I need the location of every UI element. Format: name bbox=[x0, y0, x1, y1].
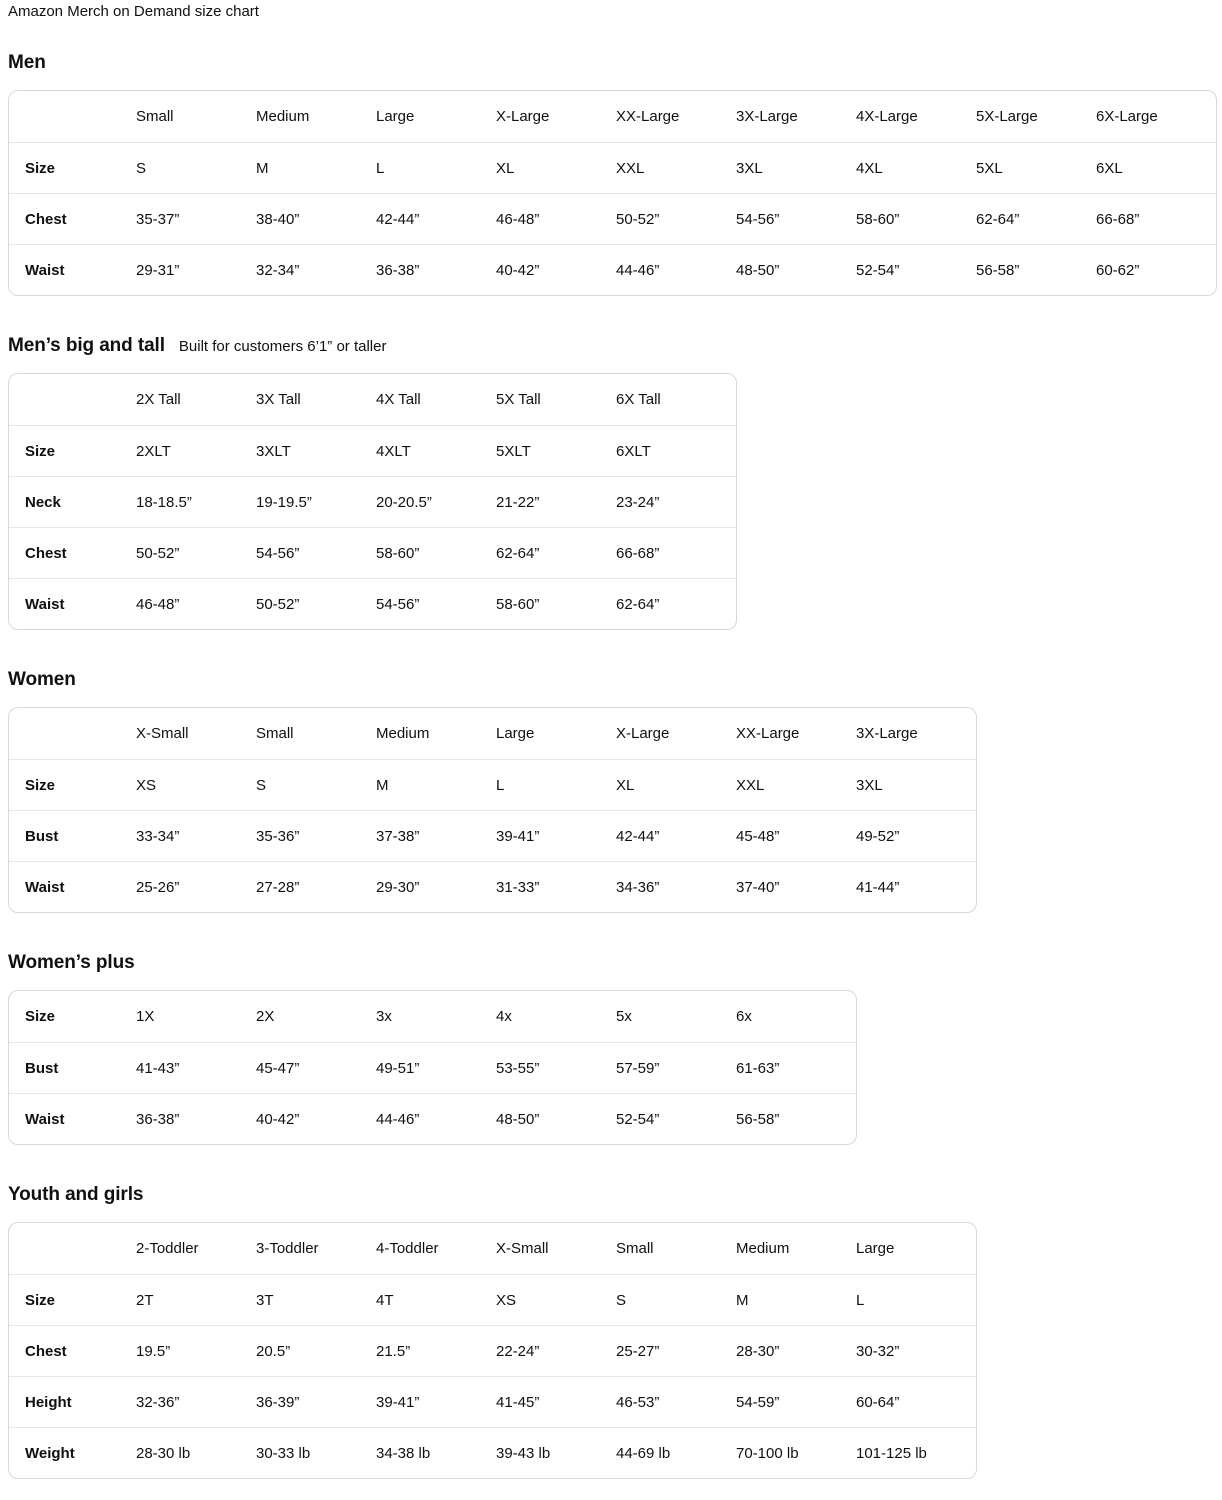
column-header: 3X-Large bbox=[856, 725, 918, 742]
size-cell: XXL bbox=[616, 142, 736, 193]
size-cell: 46-53” bbox=[616, 1376, 736, 1427]
size-cell: 50-52” bbox=[256, 578, 376, 629]
table-row bbox=[9, 476, 736, 527]
column-header: Large bbox=[856, 1240, 895, 1257]
size-cell: 50-52” bbox=[136, 527, 256, 578]
corner-cell bbox=[9, 708, 136, 759]
column-header: X-Small bbox=[496, 1240, 549, 1257]
section-subtitle: Built for customers 6’1” or taller bbox=[178, 338, 387, 355]
size-cell: 4T bbox=[376, 1274, 496, 1325]
size-cell: 53-55” bbox=[496, 1042, 616, 1093]
size-cell: 32-34” bbox=[256, 244, 376, 295]
table-row bbox=[9, 1042, 856, 1093]
size-cell: 28-30 lb bbox=[136, 1427, 256, 1478]
size-cell: 3T bbox=[256, 1274, 376, 1325]
size-cell: 21.5” bbox=[376, 1325, 496, 1376]
row-label: Chest bbox=[9, 193, 136, 244]
size-cell: 38-40” bbox=[256, 193, 376, 244]
row-label: Height bbox=[9, 1376, 136, 1427]
size-cell: 39-41” bbox=[376, 1376, 496, 1427]
size-cell: 66-68” bbox=[1096, 193, 1216, 244]
column-header: 3-Toddler bbox=[256, 1240, 319, 1257]
size-cell: 34-36” bbox=[616, 861, 736, 912]
size-cell: 56-58” bbox=[976, 244, 1096, 295]
row-label: Weight bbox=[9, 1427, 136, 1478]
column-header: Large bbox=[496, 725, 535, 742]
size-cell: 6XLT bbox=[616, 425, 736, 476]
column-header: 2-Toddler bbox=[136, 1240, 199, 1257]
table-row bbox=[9, 244, 1216, 295]
column-header: 4X Tall bbox=[376, 391, 421, 408]
row-label: Size bbox=[25, 1008, 56, 1025]
column-header-row bbox=[9, 374, 736, 425]
size-table bbox=[8, 373, 737, 630]
size-cell: 3x bbox=[376, 1008, 392, 1025]
size-cell: 60-62” bbox=[1096, 244, 1216, 295]
size-cell: 19-19.5” bbox=[256, 476, 376, 527]
size-cell: 22-24” bbox=[496, 1325, 616, 1376]
size-cell: 2T bbox=[136, 1274, 256, 1325]
size-cell: 34-38 lb bbox=[376, 1427, 496, 1478]
size-cell: 36-39” bbox=[256, 1376, 376, 1427]
size-cell: XL bbox=[616, 759, 736, 810]
column-header: XX-Large bbox=[736, 725, 800, 742]
table-row bbox=[9, 759, 976, 810]
size-cell: 48-50” bbox=[736, 244, 856, 295]
column-header: X-Large bbox=[616, 725, 670, 742]
size-cell: M bbox=[256, 142, 376, 193]
section-header bbox=[8, 668, 1214, 692]
size-table bbox=[8, 990, 857, 1145]
size-cell: 42-44” bbox=[376, 193, 496, 244]
size-cell: 35-36” bbox=[256, 810, 376, 861]
size-cell: 58-60” bbox=[376, 527, 496, 578]
column-header: Medium bbox=[376, 725, 430, 742]
section-header bbox=[8, 1183, 1214, 1207]
size-cell: 41-45” bbox=[496, 1376, 616, 1427]
size-cell: 6x bbox=[736, 1008, 752, 1025]
column-header: Small bbox=[616, 1240, 654, 1257]
size-cell: 5XL bbox=[976, 142, 1096, 193]
size-cell: 4XLT bbox=[376, 425, 496, 476]
size-cell: 56-58” bbox=[736, 1093, 856, 1144]
row-label: Bust bbox=[9, 810, 136, 861]
size-cell: 29-31” bbox=[136, 244, 256, 295]
column-header: Medium bbox=[256, 108, 310, 125]
size-cell: 40-42” bbox=[256, 1093, 376, 1144]
row-label: Chest bbox=[9, 527, 136, 578]
section-header bbox=[8, 51, 1214, 75]
size-cell: 4XL bbox=[856, 142, 976, 193]
table-row bbox=[9, 861, 976, 912]
column-header: 3X Tall bbox=[256, 391, 301, 408]
size-cell: 2X bbox=[256, 1008, 275, 1025]
size-cell: 44-69 lb bbox=[616, 1427, 736, 1478]
column-header: X-Small bbox=[136, 725, 189, 742]
row-label: Waist bbox=[9, 578, 136, 629]
size-cell: 49-52” bbox=[856, 810, 976, 861]
size-cell: 41-43” bbox=[136, 1042, 256, 1093]
section-heading: Youth and girls bbox=[8, 1184, 144, 1205]
size-cell: 3XLT bbox=[256, 425, 376, 476]
size-cell: XL bbox=[496, 142, 616, 193]
table-row bbox=[9, 425, 736, 476]
corner-cell bbox=[9, 1223, 136, 1274]
size-cell: 18-18.5” bbox=[136, 476, 256, 527]
section-heading: Women bbox=[8, 669, 76, 690]
column-header: 5X-Large bbox=[976, 108, 1038, 125]
size-cell: 27-28” bbox=[256, 861, 376, 912]
size-cell: 54-56” bbox=[376, 578, 496, 629]
size-cell: 58-60” bbox=[496, 578, 616, 629]
column-header: 3X-Large bbox=[736, 108, 798, 125]
size-cell: 28-30” bbox=[736, 1325, 856, 1376]
table-row bbox=[9, 1093, 856, 1144]
size-cell: 20-20.5” bbox=[376, 476, 496, 527]
section-heading: Men’s big and tall bbox=[8, 335, 165, 356]
row-label: Neck bbox=[9, 476, 136, 527]
corner-cell bbox=[9, 374, 136, 425]
table-row bbox=[9, 1274, 976, 1325]
size-cell: 23-24” bbox=[616, 476, 736, 527]
size-cell: 5x bbox=[616, 1008, 632, 1025]
row-label: Waist bbox=[9, 861, 136, 912]
row-label: Size bbox=[9, 425, 136, 476]
size-cell: 25-26” bbox=[136, 861, 256, 912]
column-header: X-Large bbox=[496, 108, 550, 125]
row-label: Size bbox=[9, 1274, 136, 1325]
size-cell: XXL bbox=[736, 759, 856, 810]
column-header-row bbox=[9, 1223, 976, 1274]
corner-cell bbox=[9, 91, 136, 142]
size-cell: 30-32” bbox=[856, 1325, 976, 1376]
page-title: Amazon Merch on Demand size chart bbox=[8, 3, 259, 20]
size-cell: 44-46” bbox=[616, 244, 736, 295]
size-cell: S bbox=[616, 1274, 736, 1325]
section-heading: Women’s plus bbox=[8, 952, 135, 973]
size-cell: 4x bbox=[496, 1008, 512, 1025]
size-cell: S bbox=[256, 759, 376, 810]
size-table bbox=[8, 1222, 977, 1479]
column-header: 4-Toddler bbox=[376, 1240, 439, 1257]
column-header: 5X Tall bbox=[496, 391, 541, 408]
column-header: Large bbox=[376, 108, 415, 125]
size-cell: 32-36” bbox=[136, 1376, 256, 1427]
size-cell: 62-64” bbox=[616, 578, 736, 629]
table-row bbox=[9, 527, 736, 578]
size-cell: 36-38” bbox=[136, 1093, 256, 1144]
section-header bbox=[8, 951, 1214, 975]
size-cell: 5XLT bbox=[496, 425, 616, 476]
size-cell: 39-43 lb bbox=[496, 1427, 616, 1478]
size-cell: 52-54” bbox=[856, 244, 976, 295]
size-cell: 44-46” bbox=[376, 1093, 496, 1144]
size-cell: 62-64” bbox=[976, 193, 1096, 244]
size-cell: 37-38” bbox=[376, 810, 496, 861]
size-table bbox=[8, 90, 1217, 296]
size-cell: 46-48” bbox=[496, 193, 616, 244]
size-cell: 30-33 lb bbox=[256, 1427, 376, 1478]
row-label: Waist bbox=[9, 244, 136, 295]
size-cell: M bbox=[736, 1274, 856, 1325]
size-cell: 60-64” bbox=[856, 1376, 976, 1427]
size-cell: XS bbox=[496, 1274, 616, 1325]
column-header-row bbox=[9, 91, 1216, 142]
column-header: Medium bbox=[736, 1240, 790, 1257]
size-cell: 29-30” bbox=[376, 861, 496, 912]
size-cell: 54-56” bbox=[256, 527, 376, 578]
size-cell: 42-44” bbox=[616, 810, 736, 861]
table-row bbox=[9, 193, 1216, 244]
size-cell: 6XL bbox=[1096, 142, 1216, 193]
size-cell: L bbox=[376, 142, 496, 193]
size-cell: 35-37” bbox=[136, 193, 256, 244]
size-cell: 52-54” bbox=[616, 1093, 736, 1144]
size-cell: 61-63” bbox=[736, 1042, 856, 1093]
column-header: 4X-Large bbox=[856, 108, 918, 125]
section-header bbox=[8, 334, 1214, 358]
size-cell: 45-48” bbox=[736, 810, 856, 861]
size-cell: 70-100 lb bbox=[736, 1427, 856, 1478]
size-cell: 49-51” bbox=[376, 1042, 496, 1093]
size-cell: 36-38” bbox=[376, 244, 496, 295]
row-label: Size bbox=[9, 142, 136, 193]
size-cell: 2XLT bbox=[136, 425, 256, 476]
size-cell: 1X bbox=[136, 1008, 155, 1025]
table-row bbox=[9, 578, 736, 629]
size-cell: 39-41” bbox=[496, 810, 616, 861]
row-label: Chest bbox=[9, 1325, 136, 1376]
size-cell: 25-27” bbox=[616, 1325, 736, 1376]
size-cell: 31-33” bbox=[496, 861, 616, 912]
size-cell: 20.5” bbox=[256, 1325, 376, 1376]
size-cell: 19.5” bbox=[136, 1325, 256, 1376]
size-cell: 46-48” bbox=[136, 578, 256, 629]
column-header: 6X Tall bbox=[616, 391, 661, 408]
size-cell: 50-52” bbox=[616, 193, 736, 244]
size-cell: 21-22” bbox=[496, 476, 616, 527]
table-row bbox=[9, 142, 1216, 193]
size-cell: L bbox=[856, 1274, 976, 1325]
size-cell: 33-34” bbox=[136, 810, 256, 861]
size-cell: 57-59” bbox=[616, 1042, 736, 1093]
column-header: 2X Tall bbox=[136, 391, 181, 408]
column-header: Small bbox=[256, 725, 294, 742]
section-heading: Men bbox=[8, 52, 46, 73]
column-header: XX-Large bbox=[616, 108, 680, 125]
row-label: Waist bbox=[9, 1093, 136, 1144]
row-label: Bust bbox=[9, 1042, 136, 1093]
row-label: Size bbox=[9, 759, 136, 810]
size-cell: 37-40” bbox=[736, 861, 856, 912]
column-header: Small bbox=[136, 108, 174, 125]
size-table bbox=[8, 707, 977, 913]
size-cell: 62-64” bbox=[496, 527, 616, 578]
size-cell: 48-50” bbox=[496, 1093, 616, 1144]
size-cell: 66-68” bbox=[616, 527, 736, 578]
column-header-row bbox=[9, 708, 976, 759]
size-cell: S bbox=[136, 142, 256, 193]
size-cell: L bbox=[496, 759, 616, 810]
size-cell: 101-125 lb bbox=[856, 1427, 976, 1478]
table-row bbox=[9, 810, 976, 861]
size-cell: 54-56” bbox=[736, 193, 856, 244]
sections bbox=[8, 51, 1214, 1479]
table-row bbox=[9, 1376, 976, 1427]
size-cell: 40-42” bbox=[496, 244, 616, 295]
table-row bbox=[9, 991, 856, 1042]
table-row bbox=[9, 1427, 976, 1478]
column-header: 6X-Large bbox=[1096, 108, 1158, 125]
size-cell: M bbox=[376, 759, 496, 810]
size-cell: 58-60” bbox=[856, 193, 976, 244]
size-cell: 41-44” bbox=[856, 861, 976, 912]
size-cell: XS bbox=[136, 759, 256, 810]
size-cell: 3XL bbox=[856, 759, 976, 810]
table-row bbox=[9, 1325, 976, 1376]
size-cell: 3XL bbox=[736, 142, 856, 193]
size-cell: 45-47” bbox=[256, 1042, 376, 1093]
size-cell: 54-59” bbox=[736, 1376, 856, 1427]
